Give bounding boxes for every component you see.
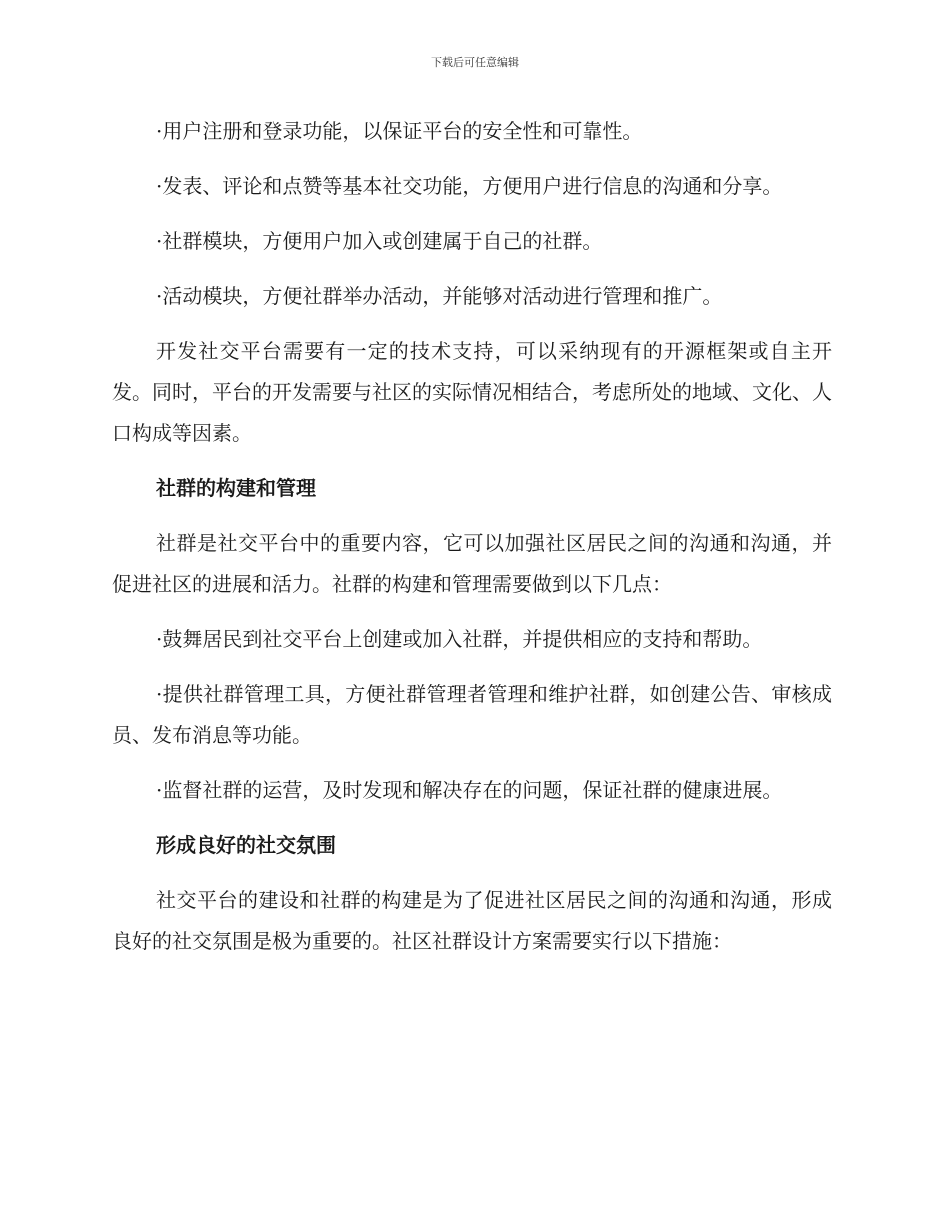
bullet-management-tools: ·提供社群管理工具，方便社群管理者管理和维护社群，如创建公告、审核成员、发布消息等功能。	[112, 682, 832, 747]
section-heading-social-atmosphere: 形成良好的社交氛围	[156, 833, 336, 857]
bullet-community-module: ·社群模块，方便用户加入或创建属于自己的社群。	[156, 229, 603, 253]
paragraph-platform-development: 开发社交平台需要有一定的技术支持，可以采纳现有的开源框架或自主开发。同时，平台的开发需要与社区的实际情况相结合，考虑所处的地域、文化、人口构成等因素。	[112, 339, 832, 445]
paragraph-community-intro: 社群是社交平台中的重要内容，它可以加强社区居民之间的沟通和沟通，并促进社区的进展和活力。社群的构建和管理需要做到以下几点：	[112, 531, 832, 596]
section-heading-community-management: 社群的构建和管理	[156, 476, 316, 500]
bullet-social-functions: ·发表、评论和点赞等基本社交功能，方便用户进行信息的沟通和分享。	[156, 174, 783, 198]
paragraph-social-atmosphere: 社交平台的建设和社群的构建是为了促进社区居民之间的沟通和沟通，形成良好的社交氛围是极为重要的。社区社群设计方案需要实行以下措施：	[112, 888, 832, 953]
bullet-supervise-operations: ·监督社群的运营，及时发现和解决存在的问题，保证社群的健康进展。	[156, 778, 783, 802]
header-note: 下载后可任意编辑	[431, 56, 519, 69]
bullet-encourage-residents: ·鼓舞居民到社交平台上创建或加入社群，并提供相应的支持和帮助。	[156, 627, 763, 651]
bullet-activity-module: ·活动模块，方便社群举办活动，并能够对活动进行管理和推广。	[156, 284, 723, 308]
bullet-user-registration: ·用户注册和登录功能，以保证平台的安全性和可靠性。	[156, 119, 643, 143]
document-body	[112, 111, 832, 976]
